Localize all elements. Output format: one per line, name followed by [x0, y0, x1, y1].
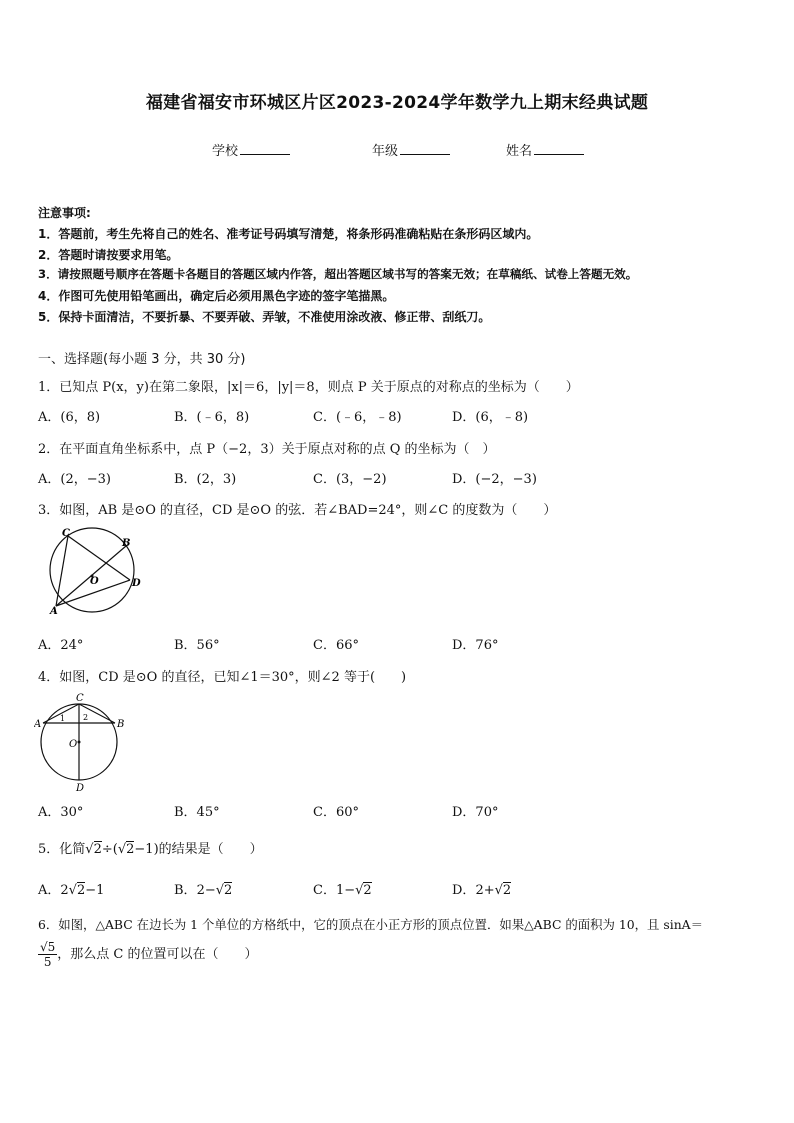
- q5-option-d-label: D．: [452, 883, 476, 898]
- q4-label-a: A: [34, 719, 42, 730]
- question-1-stem: 1．已知点 P(x，y)在第二象限，|x|＝6，|y|＝8，则点 P 关于原点的对称点的坐标为（ ）: [38, 380, 579, 395]
- q5-minus-one: −1): [134, 842, 159, 857]
- q1-option-c[interactable]: C．(﹣6，﹣8): [313, 410, 402, 425]
- question-3-stem: 3．如图，AB 是⊙O 的直径，CD 是⊙O 的弦．若∠BAD=24°，则∠C 的度数为（ ）: [38, 503, 557, 518]
- q5-option-b-rad: 2: [224, 883, 233, 898]
- q3-option-d[interactable]: D．76°: [452, 638, 499, 653]
- q4-angle-2-label: 2: [83, 713, 89, 722]
- q5-option-b-label: B．: [174, 883, 197, 898]
- q5-option-d-pre: 2+: [475, 883, 495, 898]
- q3-option-a[interactable]: A．24°: [38, 638, 84, 653]
- q2-option-d[interactable]: D．(−2，−3): [452, 472, 537, 487]
- q5-option-a-pre: 2: [60, 883, 69, 898]
- q5-option-c-rad: 2: [363, 883, 372, 898]
- q5-sqrt-arg: 2: [93, 842, 102, 857]
- q4-option-d[interactable]: D．70°: [452, 805, 499, 820]
- notice-item: 2．答题时请按要求用笔。: [38, 248, 179, 262]
- q5-stem-post: 的结果是（ ）: [158, 842, 263, 857]
- question-2-stem: 2．在平面直角坐标系中，点 P（−2，3）关于原点对称的点 Q 的坐标为（ ）: [38, 442, 496, 457]
- school-field: [212, 140, 290, 159]
- q2-option-c[interactable]: C．(3，−2): [313, 472, 387, 487]
- q3-label-c: C: [62, 528, 70, 539]
- q6-fraction: [38, 940, 57, 969]
- grade-blank[interactable]: [400, 144, 450, 155]
- q3-label-a: A: [50, 606, 58, 616]
- q5-option-c[interactable]: C．1−√2: [313, 883, 372, 898]
- q5-option-b-pre: 2−: [196, 883, 216, 898]
- q5-option-c-label: C．: [313, 883, 336, 898]
- q5-option-c-pre: 1−: [335, 883, 356, 898]
- q4-label-b: B: [117, 719, 125, 730]
- q1-option-b[interactable]: B．(﹣6，8): [174, 410, 250, 425]
- question-5-stem: [38, 838, 263, 857]
- q5-option-a-post: −1: [85, 883, 105, 898]
- q5-option-a-label: A．: [38, 883, 61, 898]
- name-field: [506, 140, 584, 159]
- q4-circle-figure: [34, 690, 134, 792]
- grade-label: 年级: [372, 144, 399, 159]
- q4-label-d: D: [76, 783, 85, 792]
- school-blank[interactable]: [240, 144, 290, 155]
- q2-option-b[interactable]: B．(2，3): [174, 472, 237, 487]
- notice-item: 5．保持卡面清洁，不要折暴、不要弄破、弄皱，不准使用涂改液、修正带、刮纸刀。: [38, 310, 491, 324]
- q5-sqrt-sign: √: [85, 842, 94, 857]
- q3-circle-figure: [40, 524, 150, 616]
- q6-frac-den: 5: [43, 955, 52, 969]
- question-4-stem: 4．如图，CD 是⊙O 的直径，已知∠1＝30°，则∠2 等于( ): [38, 670, 407, 685]
- page-title: 福建省福安市环城区片区2023-2024学年数学九上期末经典试题: [145, 93, 649, 113]
- q5-option-d[interactable]: D．2+√2: [452, 883, 512, 898]
- q5-sqrt-arg-2: 2: [126, 842, 135, 857]
- q1-option-a[interactable]: A．(6，8): [38, 410, 101, 425]
- q3-option-c[interactable]: C．66°: [313, 638, 359, 653]
- question-6-stem-2: [38, 940, 258, 969]
- q5-option-a-rad: 2: [76, 883, 86, 898]
- section-heading: 一、选择题(每小题 3 分，共 30 分): [38, 352, 246, 367]
- q3-option-b[interactable]: B．56°: [174, 638, 220, 653]
- q4-label-o: O: [69, 739, 78, 750]
- notice-item: 1．答题前，考生先将自己的姓名、准考证号码填写清楚，将条形码准确粘贴在条形码区域内。: [38, 227, 539, 241]
- q4-label-c: C: [76, 693, 84, 704]
- notice-heading: 注意事项:: [38, 206, 91, 220]
- q3-label-b: B: [122, 538, 131, 549]
- q6-frac-num: √5: [40, 940, 56, 954]
- name-label: 姓名: [506, 144, 533, 159]
- q6-stem-tail: ，那么点 C 的位置可以在（ ）: [57, 947, 258, 962]
- q4-option-b[interactable]: B．45°: [174, 805, 220, 820]
- q5-option-b[interactable]: B．2−√2: [174, 883, 233, 898]
- q4-option-a[interactable]: A．30°: [38, 805, 84, 820]
- q3-label-o: O: [90, 576, 99, 587]
- q5-sqrt-sign-2: √: [117, 842, 127, 857]
- name-blank[interactable]: [534, 144, 584, 155]
- q2-option-a[interactable]: A．(2，−3): [38, 472, 111, 487]
- q3-chord-cd: [68, 536, 130, 580]
- q3-label-d: D: [132, 578, 141, 589]
- q4-option-c[interactable]: C．60°: [313, 805, 359, 820]
- q5-stem-mid: ÷(: [101, 842, 118, 857]
- notice-item: 3．请按照题号顺序在答题卡各题目的答题区域内作答，超出答题区域书写的答案无效；在草稿纸、试卷上答题无效。: [38, 267, 638, 281]
- q5-option-a[interactable]: A．2√2−1: [38, 883, 105, 898]
- notice-item: 4．作图可先使用铅笔画出，确定后必须用黑色字迹的签字笔描黑。: [38, 289, 395, 303]
- q4-angle-1-label: 1: [60, 714, 66, 723]
- school-label: 学校: [212, 144, 239, 159]
- q5-option-d-rad: 2: [502, 883, 512, 898]
- q1-option-d[interactable]: D．(6，﹣8): [452, 410, 529, 425]
- q4-center-dot: [78, 741, 81, 744]
- q5-stem-pre: 5．化简: [38, 842, 86, 857]
- grade-field: [372, 140, 450, 159]
- question-6-stem: 6．如图，△ABC 在边长为 1 个单位的方格纸中，它的顶点在小正方形的顶点位置．如果△ABC 的面积为 10，且 sinA＝: [38, 917, 704, 932]
